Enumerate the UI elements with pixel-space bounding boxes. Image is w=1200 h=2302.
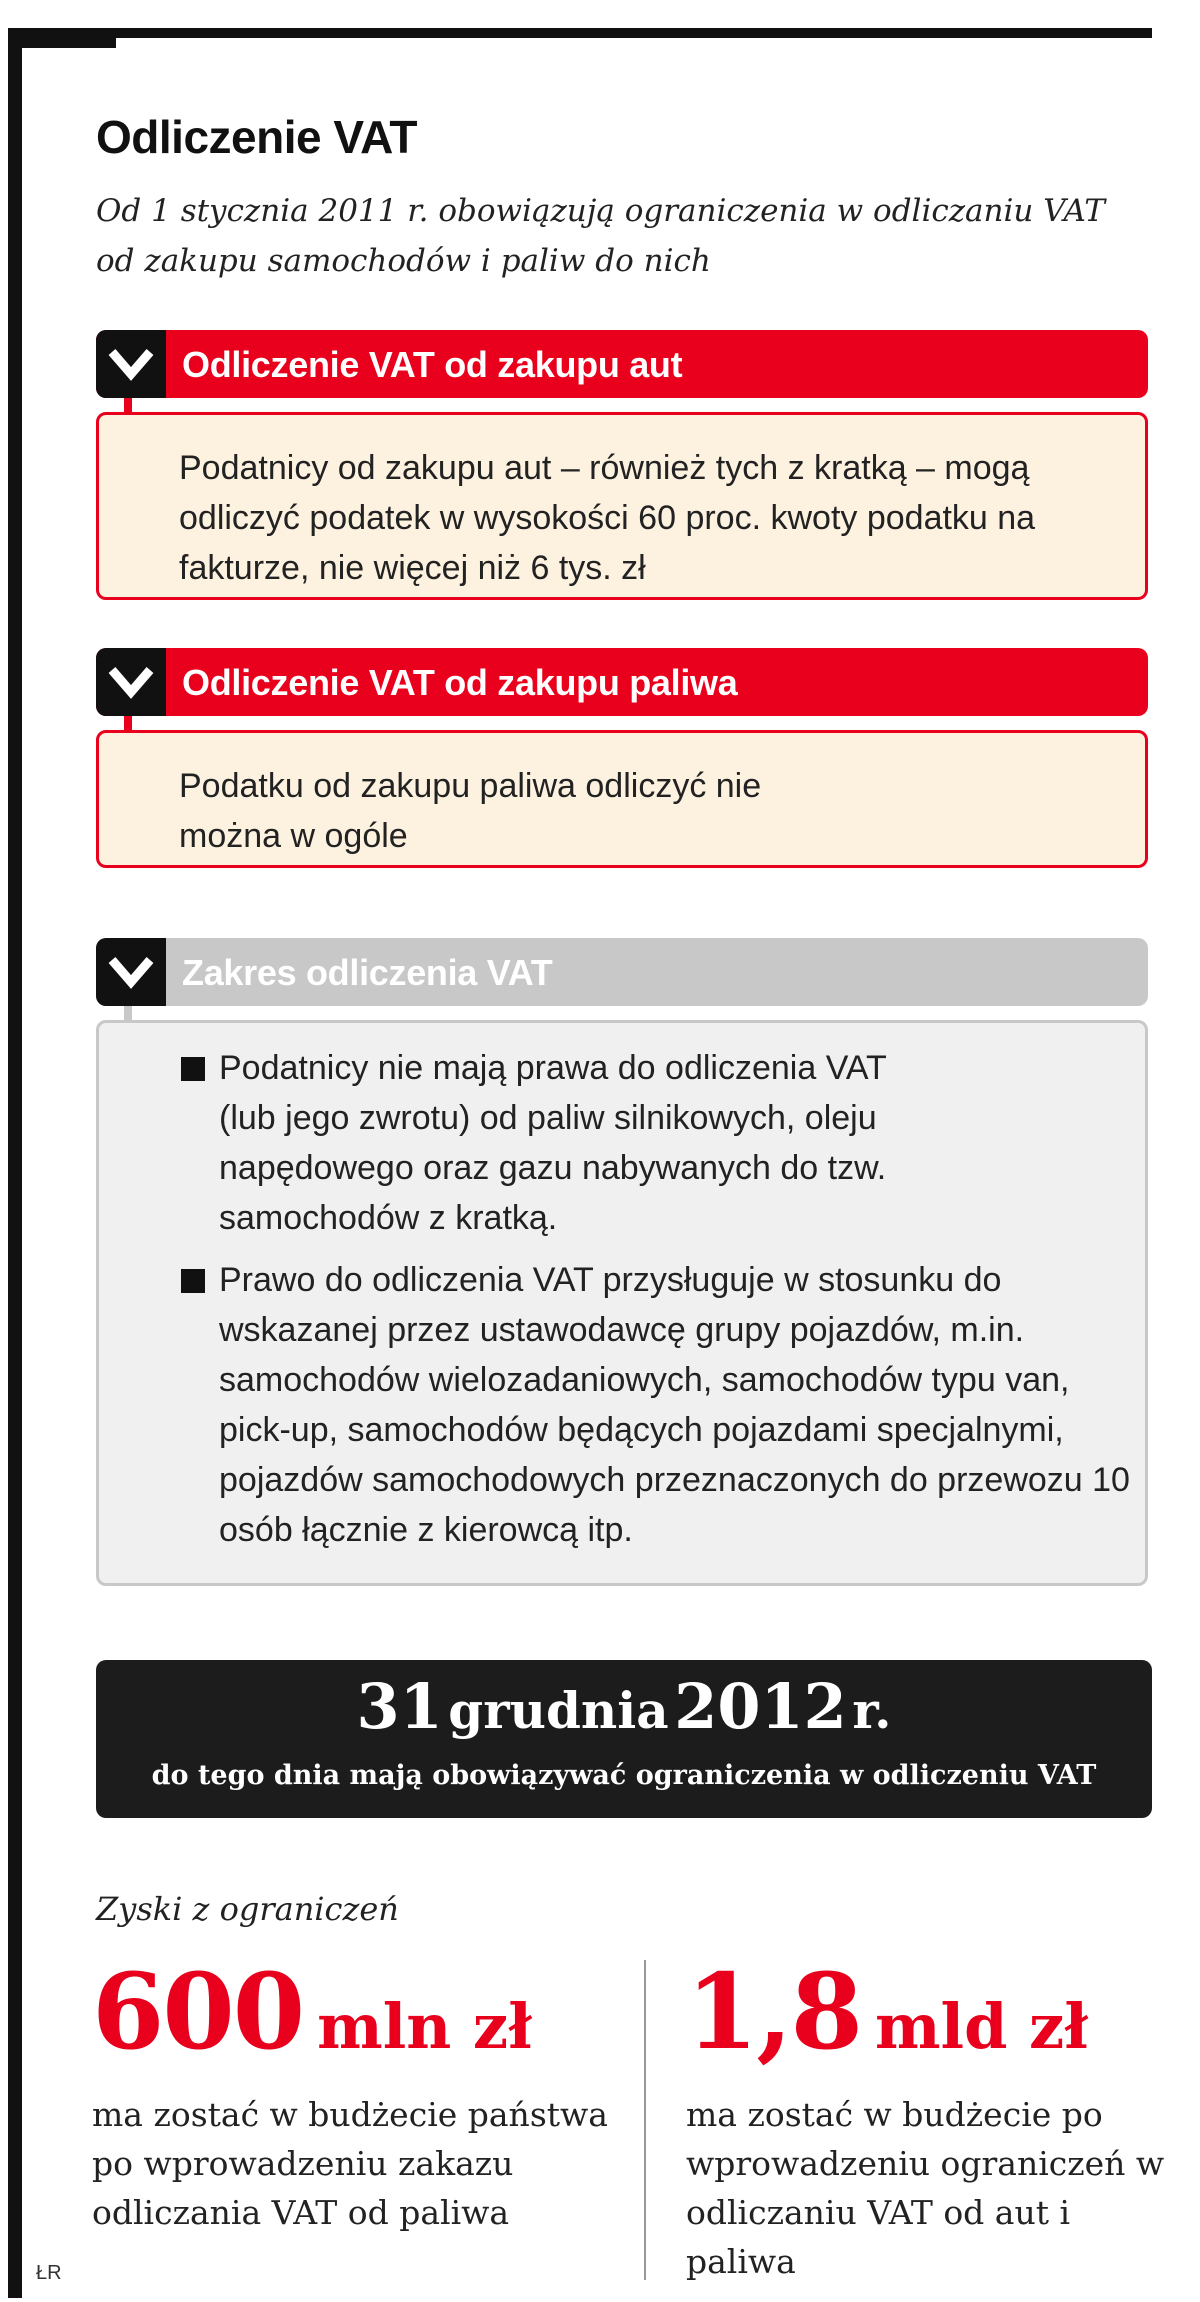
frame-corner xyxy=(8,28,116,48)
gains-title: Zyski z ograniczeń xyxy=(96,1890,399,1928)
page-title: Odliczenie VAT xyxy=(96,111,418,163)
gain-stat-auta-paliwo xyxy=(686,1950,1176,2286)
deadline-month: grudnia xyxy=(448,1681,669,1740)
bullet-square-icon xyxy=(181,1269,205,1293)
section-connector xyxy=(124,716,132,730)
bullet-square-icon xyxy=(181,1057,205,1081)
page-subtitle: Od 1 stycznia 2011 r. obowiązują ograniczenia w odliczaniu VAT od zakupu samochodów i paliw do nich xyxy=(96,193,1105,279)
chevron-down-icon xyxy=(96,648,166,716)
section-header-zakres xyxy=(96,938,1148,1006)
chevron-down-icon xyxy=(96,330,166,398)
frame-left-rule xyxy=(8,28,22,2298)
gain-unit: mld zł xyxy=(874,1990,1089,2063)
section-box-auta xyxy=(96,412,1148,600)
section-box-zakres xyxy=(96,1020,1148,1586)
column-divider xyxy=(644,1960,646,2280)
gain-value xyxy=(686,1950,1176,2073)
deadline-band xyxy=(96,1660,1152,1818)
section-text: Podatku od zakupu paliwa odliczyć nie można w ogóle xyxy=(179,767,762,855)
deadline-suffix: r. xyxy=(852,1681,892,1740)
gain-stat-paliwo xyxy=(92,1950,612,2237)
gain-unit: mln zł xyxy=(317,1990,532,2063)
author-initials: ŁR xyxy=(36,2262,62,2284)
deadline-date xyxy=(96,1670,1152,1743)
chevron-down-icon xyxy=(96,938,166,1006)
section-connector xyxy=(124,1006,132,1020)
section-text: Podatnicy od zakupu aut – również tych z kratką – mogą odliczyć podatek w wysokości 60 proc. kwoty podatku na fakturze, nie więcej niż 6 tys. zł xyxy=(179,449,1036,587)
gain-number: 600 xyxy=(92,1950,304,2073)
section-heading: Odliczenie VAT od zakupu aut xyxy=(182,344,683,385)
deadline-year: 2012 xyxy=(674,1670,847,1743)
section-header-auta xyxy=(96,330,1148,398)
section-heading: Odliczenie VAT od zakupu paliwa xyxy=(182,662,738,703)
list-item-text: Prawo do odliczenia VAT przysługuje w stosunku do wskazanej przez ustawodawcę grupy pojazdów, m.in. samochodów wielozadaniowych, samochodów typu van, pick-up, samochodów będących pojazdami specjalnymi, pojazdów samochodowych przeznaczonych do przewozu 10 osób łącznie z kierowcą itp. xyxy=(219,1261,1130,1549)
gain-number: 1,8 xyxy=(686,1950,861,2073)
section-heading: Zakres odliczenia VAT xyxy=(182,952,553,993)
gain-description: ma zostać w budżecie państwa po wprowadzeniu zakazu odliczania VAT od paliwa xyxy=(92,2095,608,2232)
list-item-text: Podatnicy nie mają prawa do odliczenia VAT (lub jego zwrotu) od paliw silnikowych, oleju napędowego oraz gazu nabywanych do tzw. samochodów z kratką. xyxy=(219,1049,887,1237)
frame-top-rule xyxy=(8,28,1152,38)
deadline-day: 31 xyxy=(356,1670,443,1743)
gain-value xyxy=(92,1950,612,2073)
gain-description: ma zostać w budżecie po wprowadzeniu ograniczeń w odliczaniu VAT od aut i paliwa xyxy=(686,2095,1165,2281)
section-connector xyxy=(124,398,132,412)
section-header-paliwo xyxy=(96,648,1148,716)
deadline-caption: do tego dnia mają obowiązywać ograniczenia w odliczeniu VAT xyxy=(151,1760,1097,1791)
section-box-paliwo xyxy=(96,730,1148,868)
